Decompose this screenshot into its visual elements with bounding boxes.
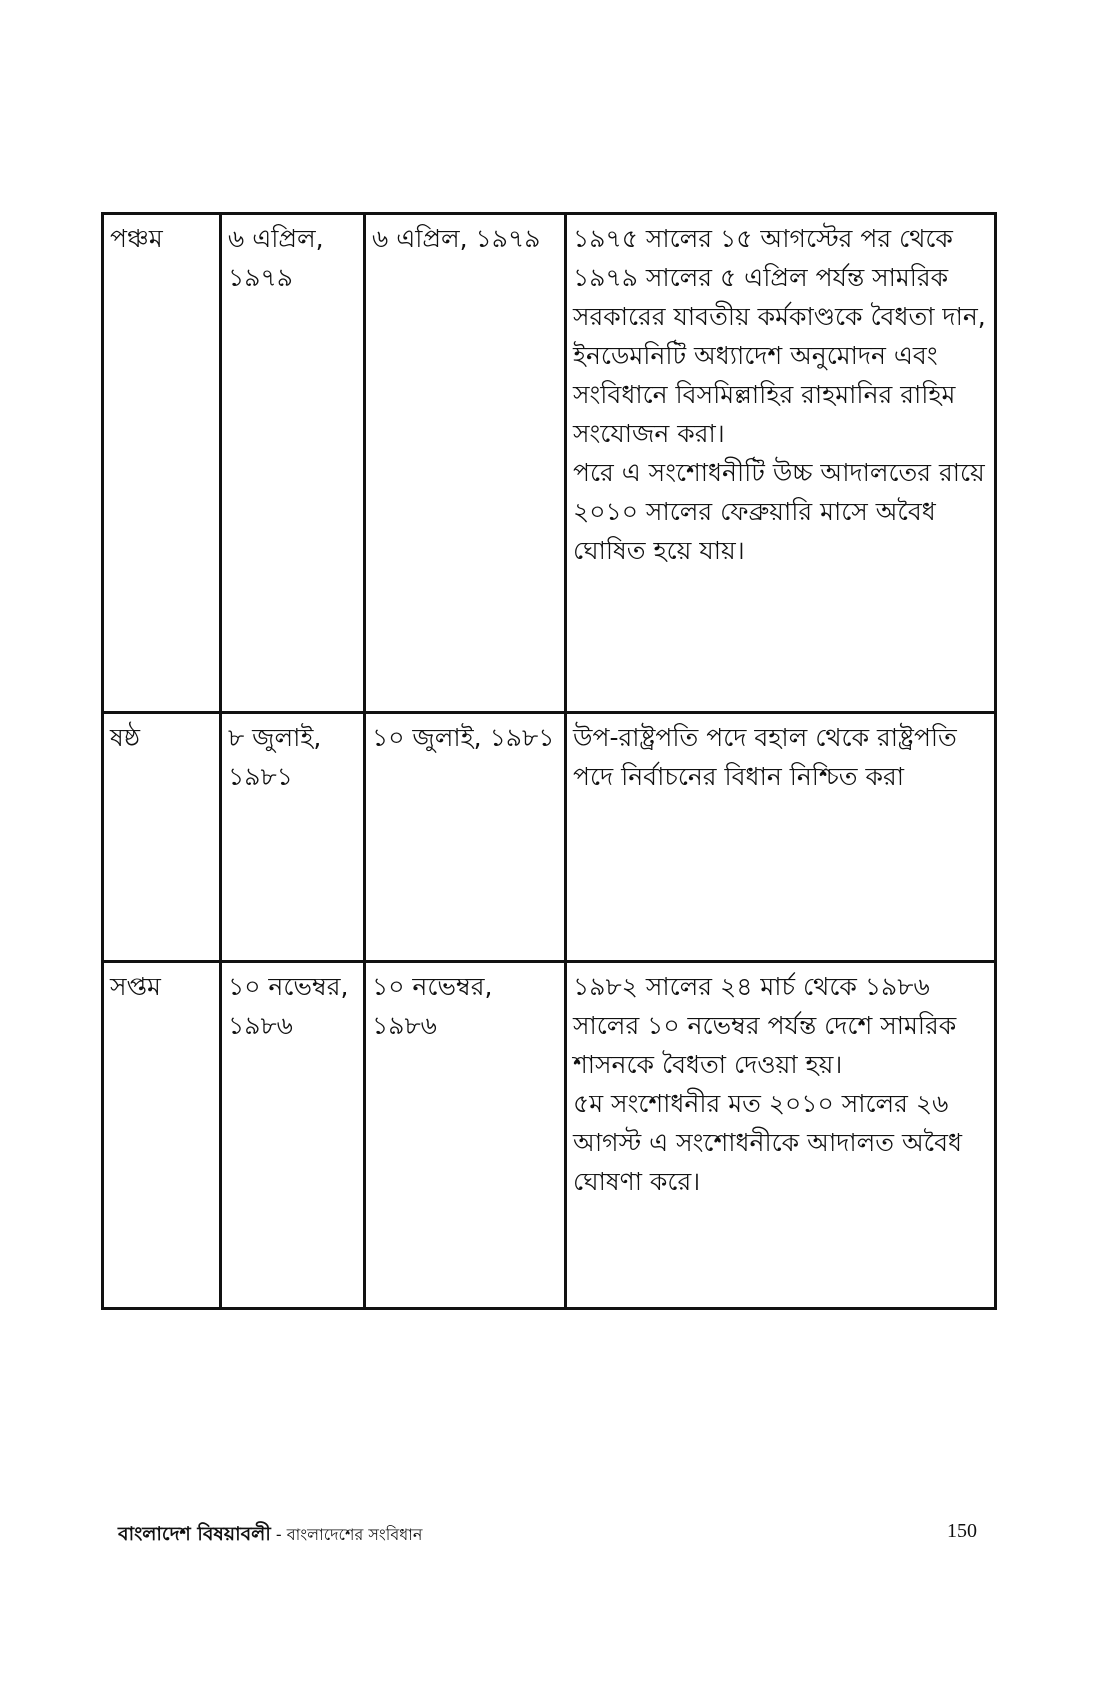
subject-text: ১৯৭৫ সালের ১৫ আগস্টের পর থেকে ১৯৭৯ সালের ৫ এপ্রিল পর্যন্ত সামরিক সরকারের যাবতীয় কর্মকাণ্ডকে বৈধতা দান, ইনডেমনিটি অধ্যাদেশ অনুমোদন এবং সংবিধানে বিসমিল্লাহির রাহমানির রাহিম সংযোজন করা। (573, 224, 986, 448)
passed-date-cell: ৬ এপ্রিল, ১৯৭৯ (221, 214, 365, 713)
passed-date-cell: ৮ জুলাই, ১৯৮১ (221, 713, 365, 962)
amendment-name-cell: পঞ্চম (103, 214, 221, 713)
subject-note: ৫ম সংশোধনীর মত ২০১০ সালের ২৬ আগস্ট এ সংশোধনীকে আদালত অবৈধ ঘোষণা করে। (573, 1089, 963, 1196)
page-footer (0, 1520, 1100, 1550)
subject-cell (566, 962, 996, 1309)
table-row (103, 713, 996, 962)
subject-text: ১৯৮২ সালের ২৪ মার্চ থেকে ১৯৮৬ সালের ১০ নভেম্বর পর্যন্ত দেশে সামরিক শাসনকে বৈধতা দেওয়া হয়। (573, 972, 957, 1079)
title-separator: - (270, 1525, 287, 1544)
effective-date-cell: ৬ এপ্রিল, ১৯৭৯ (365, 214, 566, 713)
running-title (118, 1520, 422, 1552)
book-title: বাংলাদেশ বিষয়াবলী (118, 1523, 271, 1545)
amendment-name-cell: সপ্তম (103, 962, 221, 1309)
chapter-title: বাংলাদেশের সংবিধান (286, 1525, 423, 1544)
table-row (103, 962, 996, 1309)
amendment-name-cell: ষষ্ঠ (103, 713, 221, 962)
page-number: 150 (947, 1520, 977, 1542)
table-row (103, 214, 996, 713)
effective-date-cell: ১০ জুলাই, ১৯৮১ (365, 713, 566, 962)
effective-date-cell: ১০ নভেম্বর, ১৯৮৬ (365, 962, 566, 1309)
passed-date-cell: ১০ নভেম্বর, ১৯৮৬ (221, 962, 365, 1309)
subject-cell (566, 713, 996, 962)
subject-cell (566, 214, 996, 713)
amendment-table (101, 212, 997, 1310)
subject-text: উপ-রাষ্ট্রপতি পদে বহাল থেকে রাষ্ট্রপতি পদে নির্বাচনের বিধান নিশ্চিত করা (573, 723, 957, 791)
subject-note: পরে এ সংশোধনীটি উচ্চ আদালতের রায়ে ২০১০ সালের ফেব্রুয়ারি মাসে অবৈধ ঘোষিত হয়ে যায়। (573, 458, 985, 565)
